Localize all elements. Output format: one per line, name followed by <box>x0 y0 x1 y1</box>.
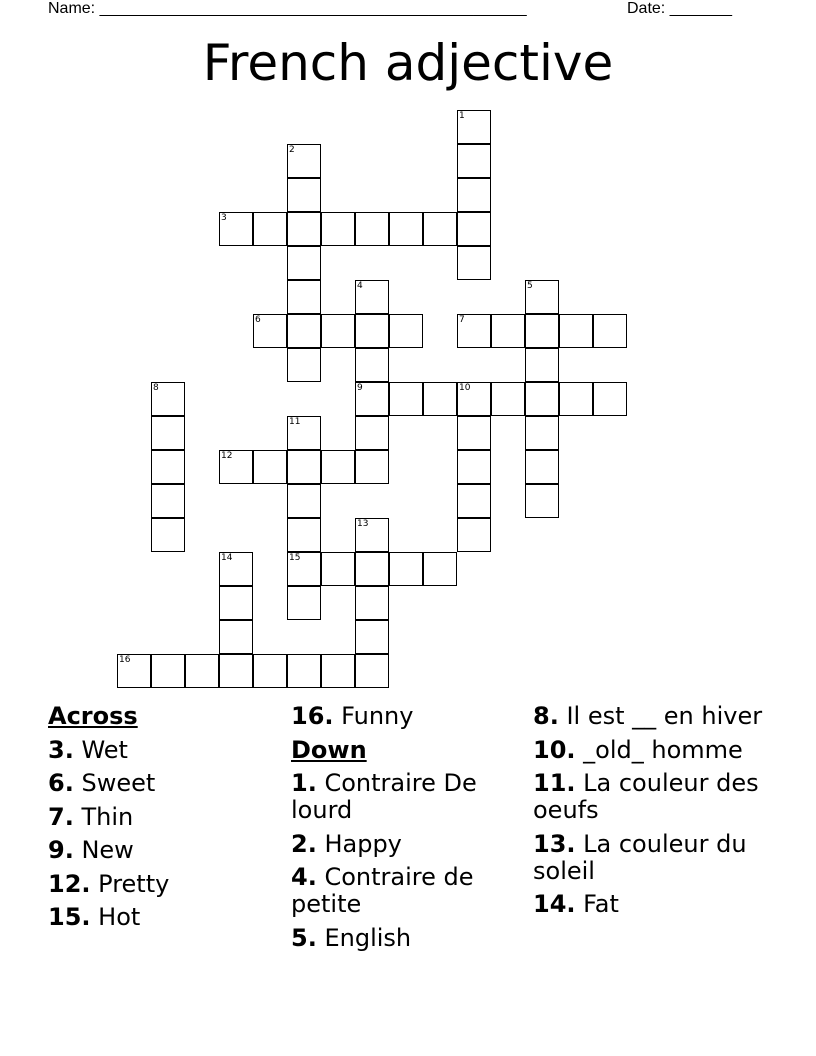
grid-cell[interactable] <box>491 314 525 348</box>
clue-number: 13 <box>357 519 369 529</box>
clue-item-number: 15. <box>48 903 91 931</box>
clue-number: 8 <box>153 383 159 393</box>
grid-cell[interactable] <box>321 552 355 586</box>
grid-cell[interactable] <box>525 348 559 382</box>
clue-item-number: 10. <box>533 735 576 764</box>
clue-number: 3 <box>221 213 227 223</box>
clue-item-text: New <box>73 836 134 864</box>
grid-cell[interactable] <box>151 518 185 552</box>
grid-cell[interactable] <box>457 484 491 518</box>
clues-column-3 <box>533 703 773 925</box>
clue-item <box>291 770 531 824</box>
grid-cell[interactable] <box>219 654 253 688</box>
grid-cell[interactable] <box>287 144 321 178</box>
grid-cell[interactable] <box>457 518 491 552</box>
grid-cell[interactable] <box>253 654 287 688</box>
grid-cell[interactable] <box>151 654 185 688</box>
grid-cell[interactable] <box>423 212 457 246</box>
clue-item <box>48 904 288 931</box>
grid-cell[interactable] <box>287 280 321 314</box>
grid-cell[interactable] <box>287 416 321 450</box>
clue-item-number: 9. <box>48 836 74 864</box>
clue-number: 4 <box>357 281 363 291</box>
clue-number: 15 <box>289 553 301 563</box>
clues-column-1 <box>48 703 288 938</box>
grid-cell[interactable] <box>389 552 423 586</box>
clue-item-number: 1. <box>291 769 317 797</box>
grid-cell[interactable] <box>525 416 559 450</box>
grid-cell[interactable] <box>525 450 559 484</box>
grid-cell[interactable] <box>151 382 185 416</box>
grid-cell[interactable] <box>389 314 423 348</box>
grid-cell[interactable] <box>355 314 389 348</box>
clue-number: 11 <box>289 417 301 427</box>
name-blank: ________________________________________________ <box>99 0 527 17</box>
clue-number: 7 <box>459 315 465 325</box>
grid-cell[interactable] <box>423 552 457 586</box>
clue-item <box>533 831 773 885</box>
clue-item <box>48 737 288 764</box>
grid-cell[interactable] <box>559 314 593 348</box>
grid-cell[interactable] <box>151 450 185 484</box>
grid-cell[interactable] <box>287 518 321 552</box>
date-blank: _______ <box>669 0 732 17</box>
clue-item <box>533 737 773 764</box>
grid-cell[interactable] <box>287 212 321 246</box>
grid-cell[interactable] <box>355 382 389 416</box>
grid-cell[interactable] <box>219 552 253 586</box>
grid-cell[interactable] <box>287 586 321 620</box>
name-field <box>48 0 527 18</box>
clue-item-text: La couleur du soleil <box>533 829 747 885</box>
grid-cell[interactable] <box>491 382 525 416</box>
clue-item <box>291 831 531 858</box>
clue-item-number: 8. <box>533 702 559 730</box>
grid-cell[interactable] <box>457 178 491 212</box>
grid-cell[interactable] <box>457 212 491 246</box>
clue-number: 12 <box>221 451 233 461</box>
clue-item <box>533 770 773 824</box>
clue-item <box>291 703 531 730</box>
clue-item-text: Fat <box>575 890 619 918</box>
grid-cell[interactable] <box>525 484 559 518</box>
grid-cell[interactable] <box>593 314 627 348</box>
clue-item-number: 16. <box>291 702 334 730</box>
grid-cell[interactable] <box>321 212 355 246</box>
clue-item-text: Funny <box>333 702 414 730</box>
grid-cell[interactable] <box>287 246 321 280</box>
grid-cell[interactable] <box>321 314 355 348</box>
grid-cell[interactable] <box>151 416 185 450</box>
grid-cell[interactable] <box>457 450 491 484</box>
grid-cell[interactable] <box>525 382 559 416</box>
clue-item-text: Pretty <box>90 869 170 898</box>
grid-cell[interactable] <box>457 110 491 144</box>
clue-number: 16 <box>119 655 131 665</box>
grid-cell[interactable] <box>593 382 627 416</box>
clue-number: 5 <box>527 281 533 291</box>
grid-cell[interactable] <box>389 212 423 246</box>
clue-item-text: _old_ homme <box>575 735 743 764</box>
clue-heading: Across <box>48 702 138 730</box>
clue-item-number: 3. <box>48 735 74 764</box>
clue-item <box>291 864 531 918</box>
grid-cell[interactable] <box>219 586 253 620</box>
grid-cell[interactable] <box>457 314 491 348</box>
grid-cell[interactable] <box>355 348 389 382</box>
grid-cell[interactable] <box>151 484 185 518</box>
clue-item-number: 11. <box>533 769 576 797</box>
clues-column-2 <box>291 703 531 958</box>
grid-cell[interactable] <box>219 450 253 484</box>
grid-cell[interactable] <box>559 382 593 416</box>
clue-number: 2 <box>289 145 295 155</box>
grid-cell[interactable] <box>185 654 219 688</box>
clue-item <box>291 925 531 952</box>
grid-cell[interactable] <box>219 212 253 246</box>
clue-number: 1 <box>459 111 465 121</box>
grid-cell[interactable] <box>355 212 389 246</box>
clue-item <box>533 891 773 918</box>
clue-item-text: La couleur des oeufs <box>533 769 759 824</box>
grid-cell[interactable] <box>287 450 321 484</box>
grid-cell[interactable] <box>355 416 389 450</box>
grid-cell[interactable] <box>525 314 559 348</box>
grid-cell[interactable] <box>525 280 559 314</box>
clue-item-number: 4. <box>291 863 317 891</box>
grid-cell[interactable] <box>287 178 321 212</box>
grid-cell[interactable] <box>287 314 321 348</box>
grid-cell[interactable] <box>457 144 491 178</box>
clue-item-text: Sweet <box>73 769 156 797</box>
grid-cell[interactable] <box>457 416 491 450</box>
clue-item-number: 12. <box>48 869 91 898</box>
clue-number: 9 <box>357 383 363 393</box>
grid-cell[interactable] <box>355 586 389 620</box>
grid-cell[interactable] <box>457 246 491 280</box>
grid-cell[interactable] <box>389 382 423 416</box>
clue-number: 6 <box>255 315 261 325</box>
clue-item-number: 14. <box>533 890 576 918</box>
grid-cell[interactable] <box>355 450 389 484</box>
clue-item <box>48 770 288 797</box>
clue-item-text: Il est __ en hiver <box>558 702 763 730</box>
clue-item <box>48 871 288 898</box>
grid-cell[interactable] <box>355 552 389 586</box>
name-label: Name: <box>48 0 96 17</box>
grid-cell[interactable] <box>253 212 287 246</box>
clue-item-text: Wet <box>73 735 128 764</box>
clue-heading: Down <box>291 735 367 764</box>
date-label: Date: <box>627 0 666 17</box>
clue-item-text: English <box>316 923 412 952</box>
clue-item-number: 7. <box>48 802 74 831</box>
grid-cell[interactable] <box>423 382 457 416</box>
grid-cell[interactable] <box>287 484 321 518</box>
grid-cell[interactable] <box>287 552 321 586</box>
grid-cell[interactable] <box>253 450 287 484</box>
grid-cell[interactable] <box>117 654 151 688</box>
grid-cell[interactable] <box>287 348 321 382</box>
grid-cell[interactable] <box>287 654 321 688</box>
grid-cell[interactable] <box>355 518 389 552</box>
grid-cell[interactable] <box>355 280 389 314</box>
clue-item <box>48 837 288 864</box>
clue-item <box>533 703 773 730</box>
clue-item-text: Contraire de petite <box>291 863 474 918</box>
clue-item-text: Hot <box>90 903 141 931</box>
clue-item-text: Contraire De lourd <box>291 769 477 824</box>
grid-cell[interactable] <box>253 314 287 348</box>
clue-item-number: 5. <box>291 923 317 952</box>
grid-cell[interactable] <box>355 654 389 688</box>
grid-cell[interactable] <box>321 654 355 688</box>
clue-number: 14 <box>221 553 233 563</box>
clue-item-text: Thin <box>73 802 134 831</box>
page-title: French adjective <box>202 34 614 92</box>
clue-item-number: 13. <box>533 829 576 858</box>
clue-item <box>48 804 288 831</box>
clue-number: 10 <box>459 383 471 393</box>
grid-cell[interactable] <box>219 620 253 654</box>
date-field <box>627 0 732 18</box>
grid-cell[interactable] <box>321 450 355 484</box>
grid-cell[interactable] <box>355 620 389 654</box>
clue-item-number: 2. <box>291 829 317 858</box>
clue-item-number: 6. <box>48 769 74 797</box>
grid-cell[interactable] <box>457 382 491 416</box>
clue-item-text: Happy <box>316 829 402 858</box>
